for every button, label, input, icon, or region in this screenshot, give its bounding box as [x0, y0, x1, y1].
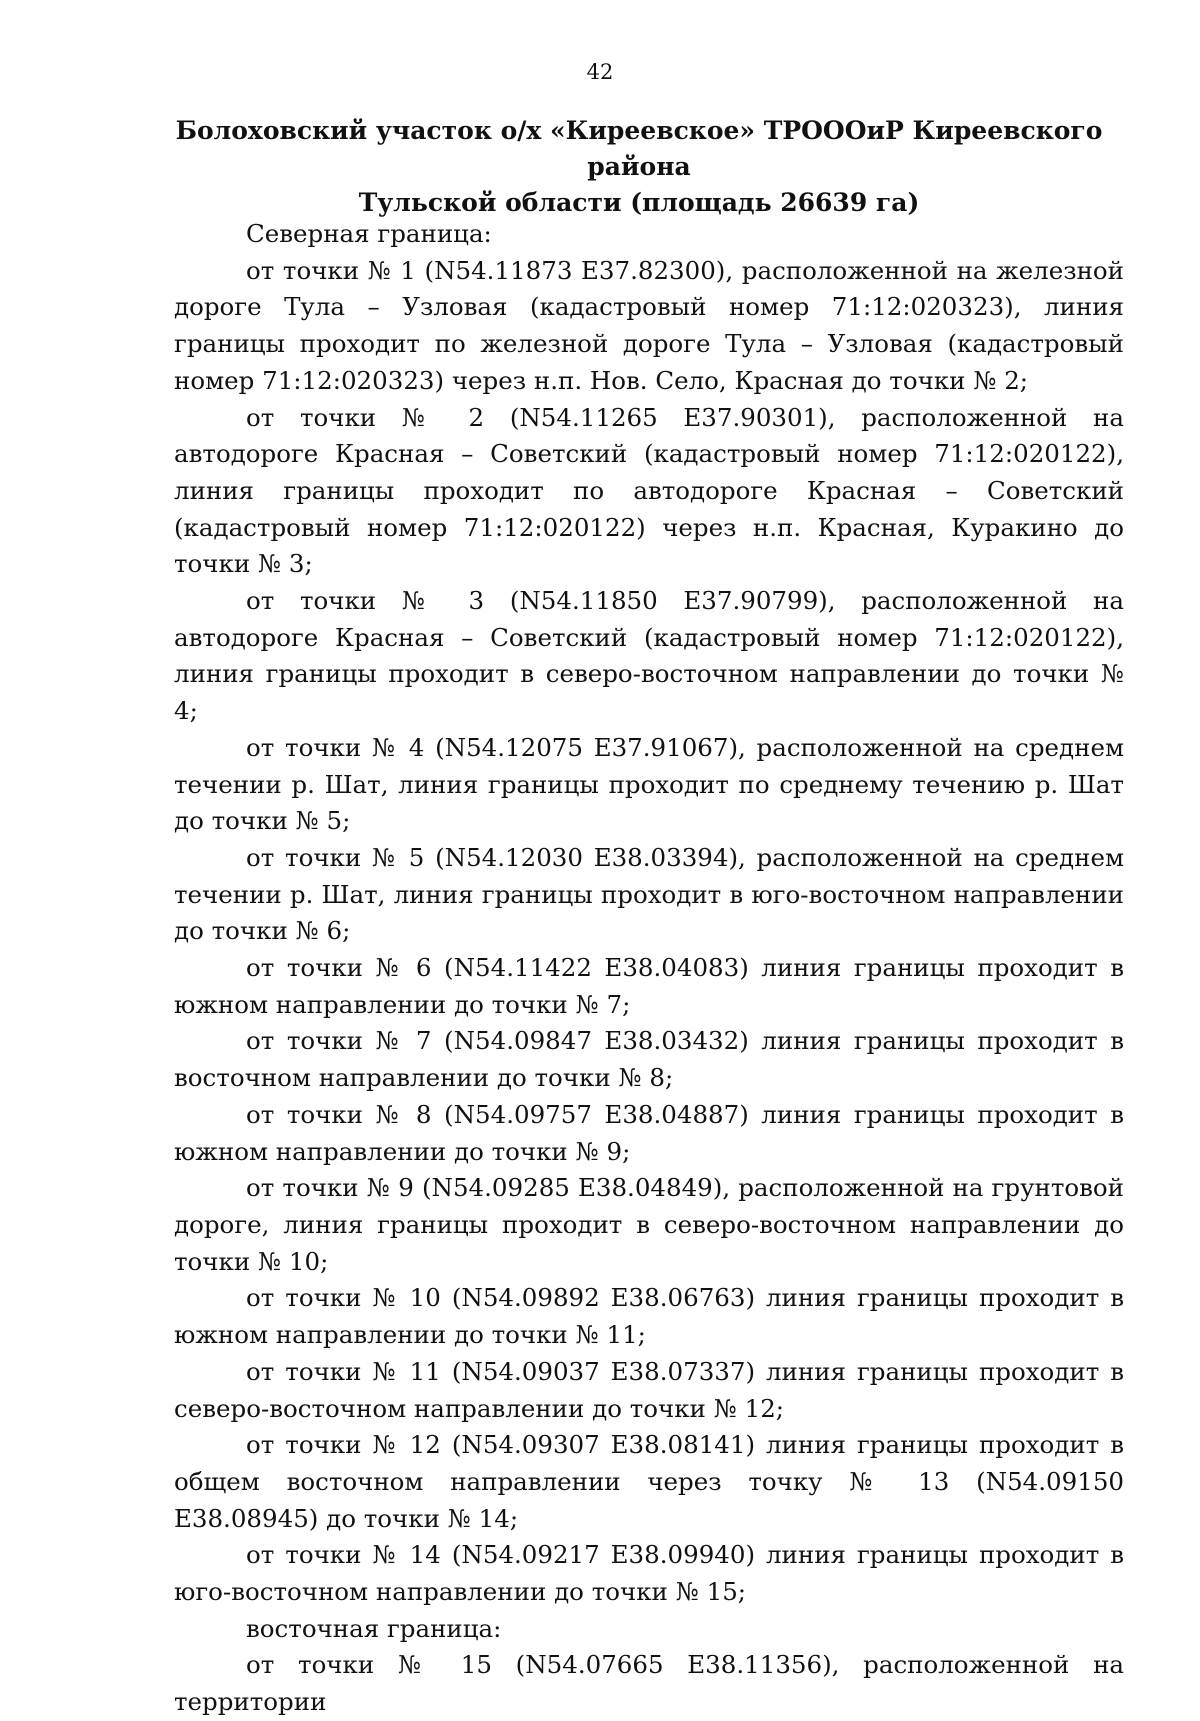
- paragraph-point-2: от точки № 2 (N54.11265 E37.90301), расположенной на автодороге Красная – Советский (кадастровый номер 71:12:020122), линия границы проходит по автодороге Красная – Советский (кадастровый номер 71:12:020122) через н.п. Красная, Куракино до точки № 3;: [174, 402, 1124, 579]
- document-body: [174, 216, 1124, 1721]
- paragraph-point-4: от точки № 4 (N54.12075 E37.91067), расположенной на среднем течении р. Шат, линия границы проходит по среднему течению р. Шат до точки № 5;: [174, 732, 1124, 836]
- paragraph-point-10: от точки № 10 (N54.09892 E38.06763) линия границы проходит в южном направлении до точки № 11;: [174, 1283, 1124, 1350]
- paragraph-point-6: от точки № 6 (N54.11422 E38.04083) линия границы проходит в южном направлении до точки № 7;: [174, 953, 1124, 1019]
- paragraph-point-15: от точки № 15 (N54.07665 E38.11356), расположенной на территории: [174, 1650, 1124, 1717]
- paragraph-point-3: от точки № 3 (N54.11850 E37.90799), расположенной на автодороге Красная – Советский (кадастровый номер 71:12:020122), линия границы проходит в северо-восточном направлении до точки № 4;: [174, 586, 1124, 726]
- paragraph-point-9: от точки № 9 (N54.09285 E38.04849), расположенной на грунтовой дороге, линия границы проходит в северо-восточном направлении до точки № 10;: [174, 1173, 1124, 1276]
- paragraph-point-8: от точки № 8 (N54.09757 E38.04887) линия границы проходит в южном направлении до точки № 9;: [174, 1099, 1124, 1166]
- page-number: 42: [586, 60, 614, 84]
- paragraph-point-14: от точки № 14 (N54.09217 E38.09940) линия границы проходит в юго-восточном направлении до точки № 15;: [174, 1540, 1124, 1607]
- section-heading-eastern-border: восточная граница:: [246, 1613, 502, 1643]
- paragraph-point-5: от точки № 5 (N54.12030 E38.03394), расположенной на среднем течении р. Шат, линия границы проходит в юго-восточном направлении до точки № 6;: [174, 842, 1124, 946]
- paragraph-point-11: от точки № 11 (N54.09037 E38.07337) линия границы проходит в северо-восточном направлении до точки № 12;: [174, 1356, 1124, 1423]
- paragraph-point-7: от точки № 7 (N54.09847 E38.03432) линия границы проходит в восточном направлении до точки № 8;: [174, 1026, 1124, 1093]
- page-title: [160, 113, 1118, 221]
- title-line-2: Тульской области (площадь 26639 га): [358, 188, 920, 217]
- title-line-1: Болоховский участок о/х «Киреевское» ТРОООиР Киреевского района: [175, 116, 1103, 181]
- paragraph-point-12: от точки № 12 (N54.09307 E38.08141) линия границы проходит в общем восточном направлении через точку № 13 (N54.09150 E38.08945) до точки № 14;: [174, 1430, 1124, 1533]
- paragraph-point-1: от точки № 1 (N54.11873 E37.82300), расположенной на железной дороге Тула – Узловая (кадастровый номер 71:12:020323), линия границы проходит по железной дороге Тула – Узловая (кадастровый номер 71:12:020323) через н.п. Нов. Село, Красная до точки № 2;: [174, 255, 1124, 395]
- section-heading-northern-border: Северная граница:: [246, 219, 492, 248]
